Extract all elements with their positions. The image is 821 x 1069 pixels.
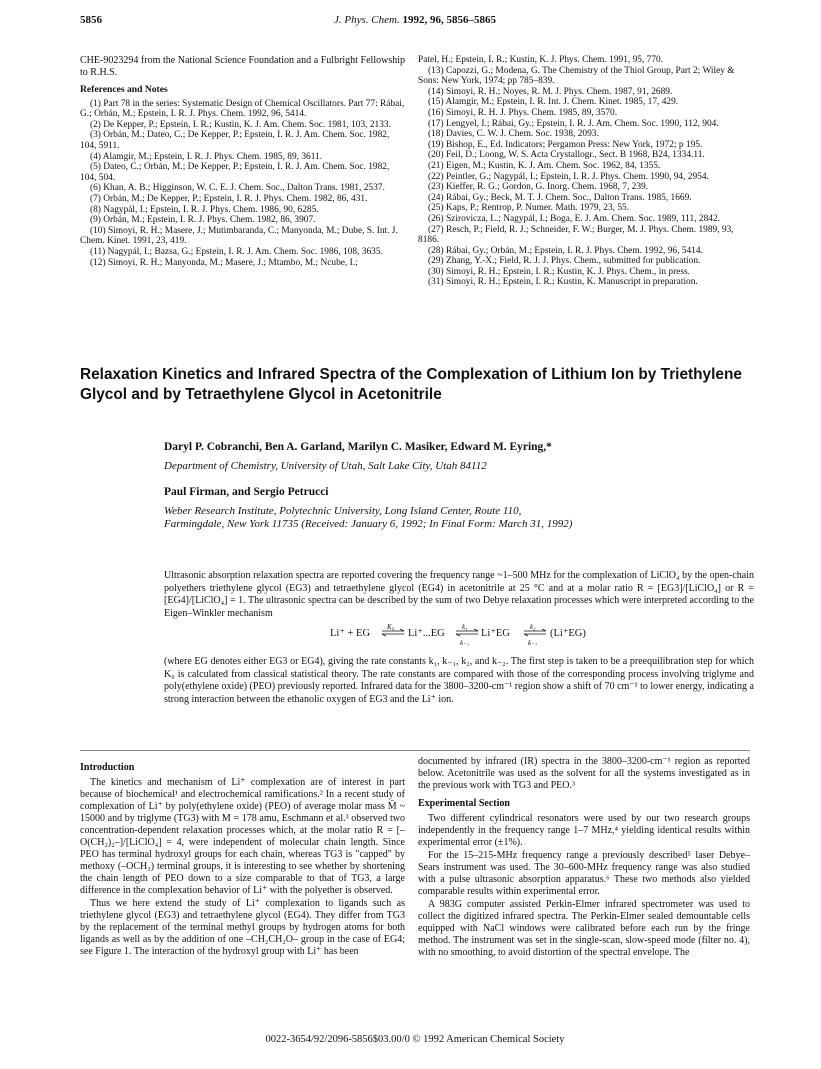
journal-citation	[80, 14, 750, 26]
reference-item: (18) Davies, C. W. J. Chem. Soc. 1938, 2093.	[428, 129, 599, 140]
reference-item: (16) Simoyi, R. H. J. Phys. Chem. 1985, 89, 3570.	[428, 107, 618, 118]
reference-item: Patel, H.; Epstein, I. R.; Kustin, K. J. Phys. Chem. 1991, 95, 770.	[418, 55, 664, 65]
reference-item: (11) Nagypál, I.; Bazsa, G.; Epstein, I. R. J. Am. Chem. Soc. 1986, 108, 3635.	[90, 246, 383, 257]
body-left-column	[80, 756, 405, 959]
affiliation-polytechnic-line2: Farmingdale, New York 11735 (Received: January 6, 1992; In Final Form: March 31, 1992)	[164, 518, 573, 530]
intro-paragraph-1: The kinetics and mechanism of Li⁺ complexation are of interest in part because of biochemical¹ and electrochemical ramifications.² In a recent study of complexation of Li⁺ by poly(ethylene oxide) (PEO) of average molar mass M̄ ~ 15000 and by triglyme (TG3) with M = 178 amu, Eschmann et al.³ observed two concentration-dependent relaxation processes which, at the molar ratio R = [–O(CH₂)₂–]/[LiClO₄] = 4, were independent of molecular chain length. Since PEO has terminal hydroxyl groups for each chain, whereas TG3 is "capped" by methoxy (–OCH₃) terminal groups, it is interesting to see whether by shortening the chain length of PEO down to a size comparable to that of TG3, a large difference in the complexation behavior of Li⁺ with the polyether is observed.	[80, 777, 405, 896]
reference-item: (14) Simoyi, R. H.; Noyes, R. M. J. Phys. Chem. 1987, 91, 2689.	[428, 86, 673, 97]
affiliation-polytechnic	[164, 505, 754, 531]
scheme-k1: k₁	[462, 623, 468, 631]
references-list-left	[80, 99, 405, 269]
reaction-scheme	[330, 620, 600, 646]
journal-vol: 1992, 96, 5856–5865	[402, 14, 496, 26]
affiliation-polytechnic-line1: Weber Research Institute, Polytechnic University, Long Island Center, Route 110,	[164, 505, 522, 517]
experimental-paragraph-3: A 983G computer assisted Perkin-Elmer infrared spectrometer was used to collect the digitized infrared spectra. The Perkin-Elmer sealed demountable cells equipped with NaCl windows were calibrated before each run by the fringe method. The instrument was set in the single-scan, slow-speed mode (filter no. 4), with no smoothing, to avoid distortion of the spectral envelope. The	[418, 899, 750, 958]
running-header	[80, 14, 750, 30]
reference-item: (28) Rábai, Gy.; Orbán, M.; Epstein, I. R. J. Phys. Chem. 1992, 96, 5414.	[428, 245, 703, 256]
reference-item: (8) Nagypál, I.; Epstein, I. R. J. Phys. Chem. 1986, 90, 6285.	[90, 204, 319, 215]
reference-item: (13) Capozzi, G.; Modena, G. The Chemistry of the Thiol Group, Part 2; Wiley & Sons: New York, 1974; pp 785–839.	[418, 65, 735, 87]
reference-item: (4) Alamgir, M.; Epstein, I. R. J. Phys. Chem. 1985, 89, 3611.	[90, 151, 323, 162]
scheme-species-2: Li⁺...EG	[408, 628, 445, 639]
reference-item: (20) Feil, D.; Loong, W. S. Acta Crystallogr., Sect. B 1968, B24, 1334.11.	[428, 150, 705, 161]
reference-item: (9) Orbán, M.; Epstein, I. R. J. Phys. Chem. 1982, 86, 3907.	[90, 215, 316, 226]
journal-abbrev: J. Phys. Chem.	[334, 14, 400, 26]
reference-item: (19) Bishop, E., Ed. Indicators; Pergamon Press: New York, 1972; p 195.	[428, 139, 703, 150]
reference-item: (27) Resch, P.; Field, R. J.; Schneider, F. W.; Burger, M. J. Phys. Chem. 1989, 93, 8186.	[418, 224, 734, 246]
scheme-species-1: Li⁺ + EG	[330, 628, 371, 639]
abstract-part2: (where EG denotes either EG3 or EG4), giving the rate constants k₁, k₋₁, k₂, and k₋₂. The first step is taken to be a preequilibration step for which K₀ is calculated from classical statistical theory. The rate constants are compared with those of the corresponding process involving triglyme and poly(ethylene oxide) (PEO) previously reported. Infrared data for the 3800–3200-cm⁻¹ region show a shift of 70 cm⁻¹ to lower energy, indicating a strong interaction between the ethanolic oxygen of EG3 and the Li⁺ ion.	[164, 656, 754, 705]
section-divider	[80, 750, 750, 751]
scheme-k2: k₂	[530, 623, 536, 631]
top-left-column	[80, 55, 405, 268]
page-number: 5856	[80, 14, 102, 26]
reference-item: (22) Peintler, G.; Nagypál, I.; Epstein, I. R. J. Phys. Chem. 1990, 94, 2954.	[428, 171, 709, 182]
abstract-part1: Ultrasonic absorption relaxation spectra are reported covering the frequency range ~1–500 MHz for the complexation of LiClO₄ by the open-chain polyethers triethylene glycol (EG3) and tetraethylene glycol (EG4) in acetonitrile at 25 °C and at a molar ratio R = [EG3]/[LiClO₄] or R = [EG4]/[LiClO₄] = 1. The ultrasonic spectra can be described by the sum of two Debye relaxation processes which were interpreted according to the Eigen–Winkler mechanism	[164, 570, 754, 619]
authors-utah: Daryl P. Cobranchi, Ben A. Garland, Marilyn C. Masiker, Edward M. Eyring,*	[164, 441, 552, 453]
reference-item: (3) Orbán, M.; Dateo, C.; De Kepper, P.; Epstein, I. R. J. Am. Chem. Soc. 1982, 104, 5911.	[80, 130, 390, 151]
reference-item: (17) Lengyel, I.; Rábai, Gy.; Epstein, I. R. J. Am. Chem. Soc. 1990, 112, 904.	[428, 118, 719, 129]
scheme-km2: k₋₂	[528, 639, 538, 646]
reference-item: (10) Simoyi, R. H.; Masere, J.; Mutimbaranda, C.; Manyonda, M.; Dube, S. Int. J. Chem. Kinet. 1991, 23, 419.	[80, 225, 398, 247]
acknowledgment: CHE-9023294 from the National Science Foundation and a Fulbright Fellowship to R.H.S.	[80, 55, 405, 78]
body-right-column	[418, 756, 750, 960]
reference-item: (1) Part 78 in the series: Systematic Design of Chemical Oscillators. Part 77: Rábai, G.; Orbán, M.; Epstein, I. R. J. Phys. Chem. 1992, 96, 5414.	[80, 98, 405, 120]
reference-item: (26) Szirovicza, L.; Nagypál, I.; Boga, E. J. Am. Chem. Soc. 1989, 111, 2842.	[428, 213, 720, 224]
reference-item: (23) Kieffer, R. G.; Gordon, G. Inorg. Chem. 1968, 7, 239.	[428, 182, 649, 193]
intro-paragraph-2: Thus we here extend the study of Li⁺ complexation to ligands such as triethylene glycol (EG3) and tetraethylene glycol (EG4). They differ from TG3 by the replacement of the terminal methyl groups by hydrogen atoms for both ligands as well as by the addition of one –CH₂CH₂O– group in the case of EG4; see Figure 1. The interaction of the hydroxyl group with Li⁺ has been	[80, 898, 405, 957]
introduction-heading: Introduction	[80, 762, 135, 773]
reference-item: (12) Simoyi, R. H.; Manyonda, M.; Masere, J.; Mtambo, M.; Ncube, I.;	[90, 257, 358, 268]
scheme-k0: K₀	[387, 623, 395, 631]
affiliation-utah: Department of Chemistry, University of Utah, Salt Lake City, Utah 84112	[164, 460, 487, 472]
reference-item: (6) Khan, A. B.; Higginson, W. C. E. J. Chem. Soc., Dalton Trans. 1981, 2537.	[90, 183, 385, 194]
copyright-footer: 0022-3654/92/2096-5856$03.00/0 © 1992 American Chemical Society	[265, 1034, 565, 1045]
reference-item: (7) Orbán, M.; De Kepper, P.; Epstein, I. R. J. Phys. Chem. 1982, 86, 431.	[90, 193, 368, 204]
scheme-km1: k₋₁	[460, 639, 470, 646]
scheme-species-4: (Li⁺EG)	[550, 628, 586, 639]
references-list-right	[418, 55, 750, 288]
reference-item: (30) Simoyi, R. H.; Epstein, I. R.; Kustin, K. J. Phys. Chem., in press.	[428, 266, 690, 277]
experimental-paragraph-1: Two different cylindrical resonators were used by our two research groups independently in the frequency range 1–7 MHz,⁴ yielding identical results within experimental error (±1%).	[418, 813, 750, 848]
reference-item: (5) Dateo, C.; Orbán, M.; De Kepper, P.; Epstein, I. R. J. Am. Chem. Soc. 1982, 104, 504.	[80, 162, 390, 183]
reference-item: (21) Eigen, M.; Kustin, K. J. Am. Chem. Soc. 1962, 84, 1355.	[428, 160, 661, 171]
intro-paragraph-continued: documented by infrared (IR) spectra in the 3800–3200-cm⁻¹ region as reported below. Acetonitrile was used as the solvent for all the systems investigated as in the previous work with TG3 and PEO.³	[418, 756, 750, 791]
reference-item: (24) Rábai, Gy.; Beck, M. T. J. Chem. Soc., Dalton Trans. 1985, 1669.	[428, 192, 692, 203]
reference-item: (31) Simoyi, R. H.; Epstein, I. R.; Kustin, K. Manuscript in preparation.	[428, 277, 698, 288]
experimental-paragraph-2: For the 15–215-MHz frequency range a previously described⁵ laser Debye–Sears instrument was used. The 30–600-MHz frequency range was also studied with a pulse ultrasonic absorption apparatus.⁶ These two methods also yielded comparable results within experimental error.	[418, 850, 750, 897]
scheme-species-3: Li⁺EG	[481, 628, 510, 639]
references-heading: References and Notes	[80, 84, 168, 95]
experimental-heading: Experimental Section	[418, 798, 510, 809]
reference-item: (29) Zhang, Y.-X.; Field, R. J. J. Phys. Chem., submitted for publication.	[428, 256, 701, 267]
authors-polytechnic: Paul Firman, and Sergio Petrucci	[164, 486, 329, 498]
reference-item: (2) De Kepper, P.; Epstein, I. R.; Kustin, K. J. Am. Chem. Soc. 1981, 103, 2133.	[90, 119, 391, 130]
article-title: Relaxation Kinetics and Infrared Spectra of the Complexation of Lithium Ion by Triethylene Glycol and by Tetraethylene Glycol in Acetonitrile	[80, 366, 742, 403]
reference-item: (25) Kaps, P.; Rentrop, P. Numer. Math. 1979, 23, 55.	[428, 203, 630, 214]
top-right-column	[418, 55, 750, 288]
reference-item: (15) Alamgir, M.; Epstein, I. R. Int. J. Chem. Kinet. 1985, 17, 429.	[428, 97, 679, 108]
